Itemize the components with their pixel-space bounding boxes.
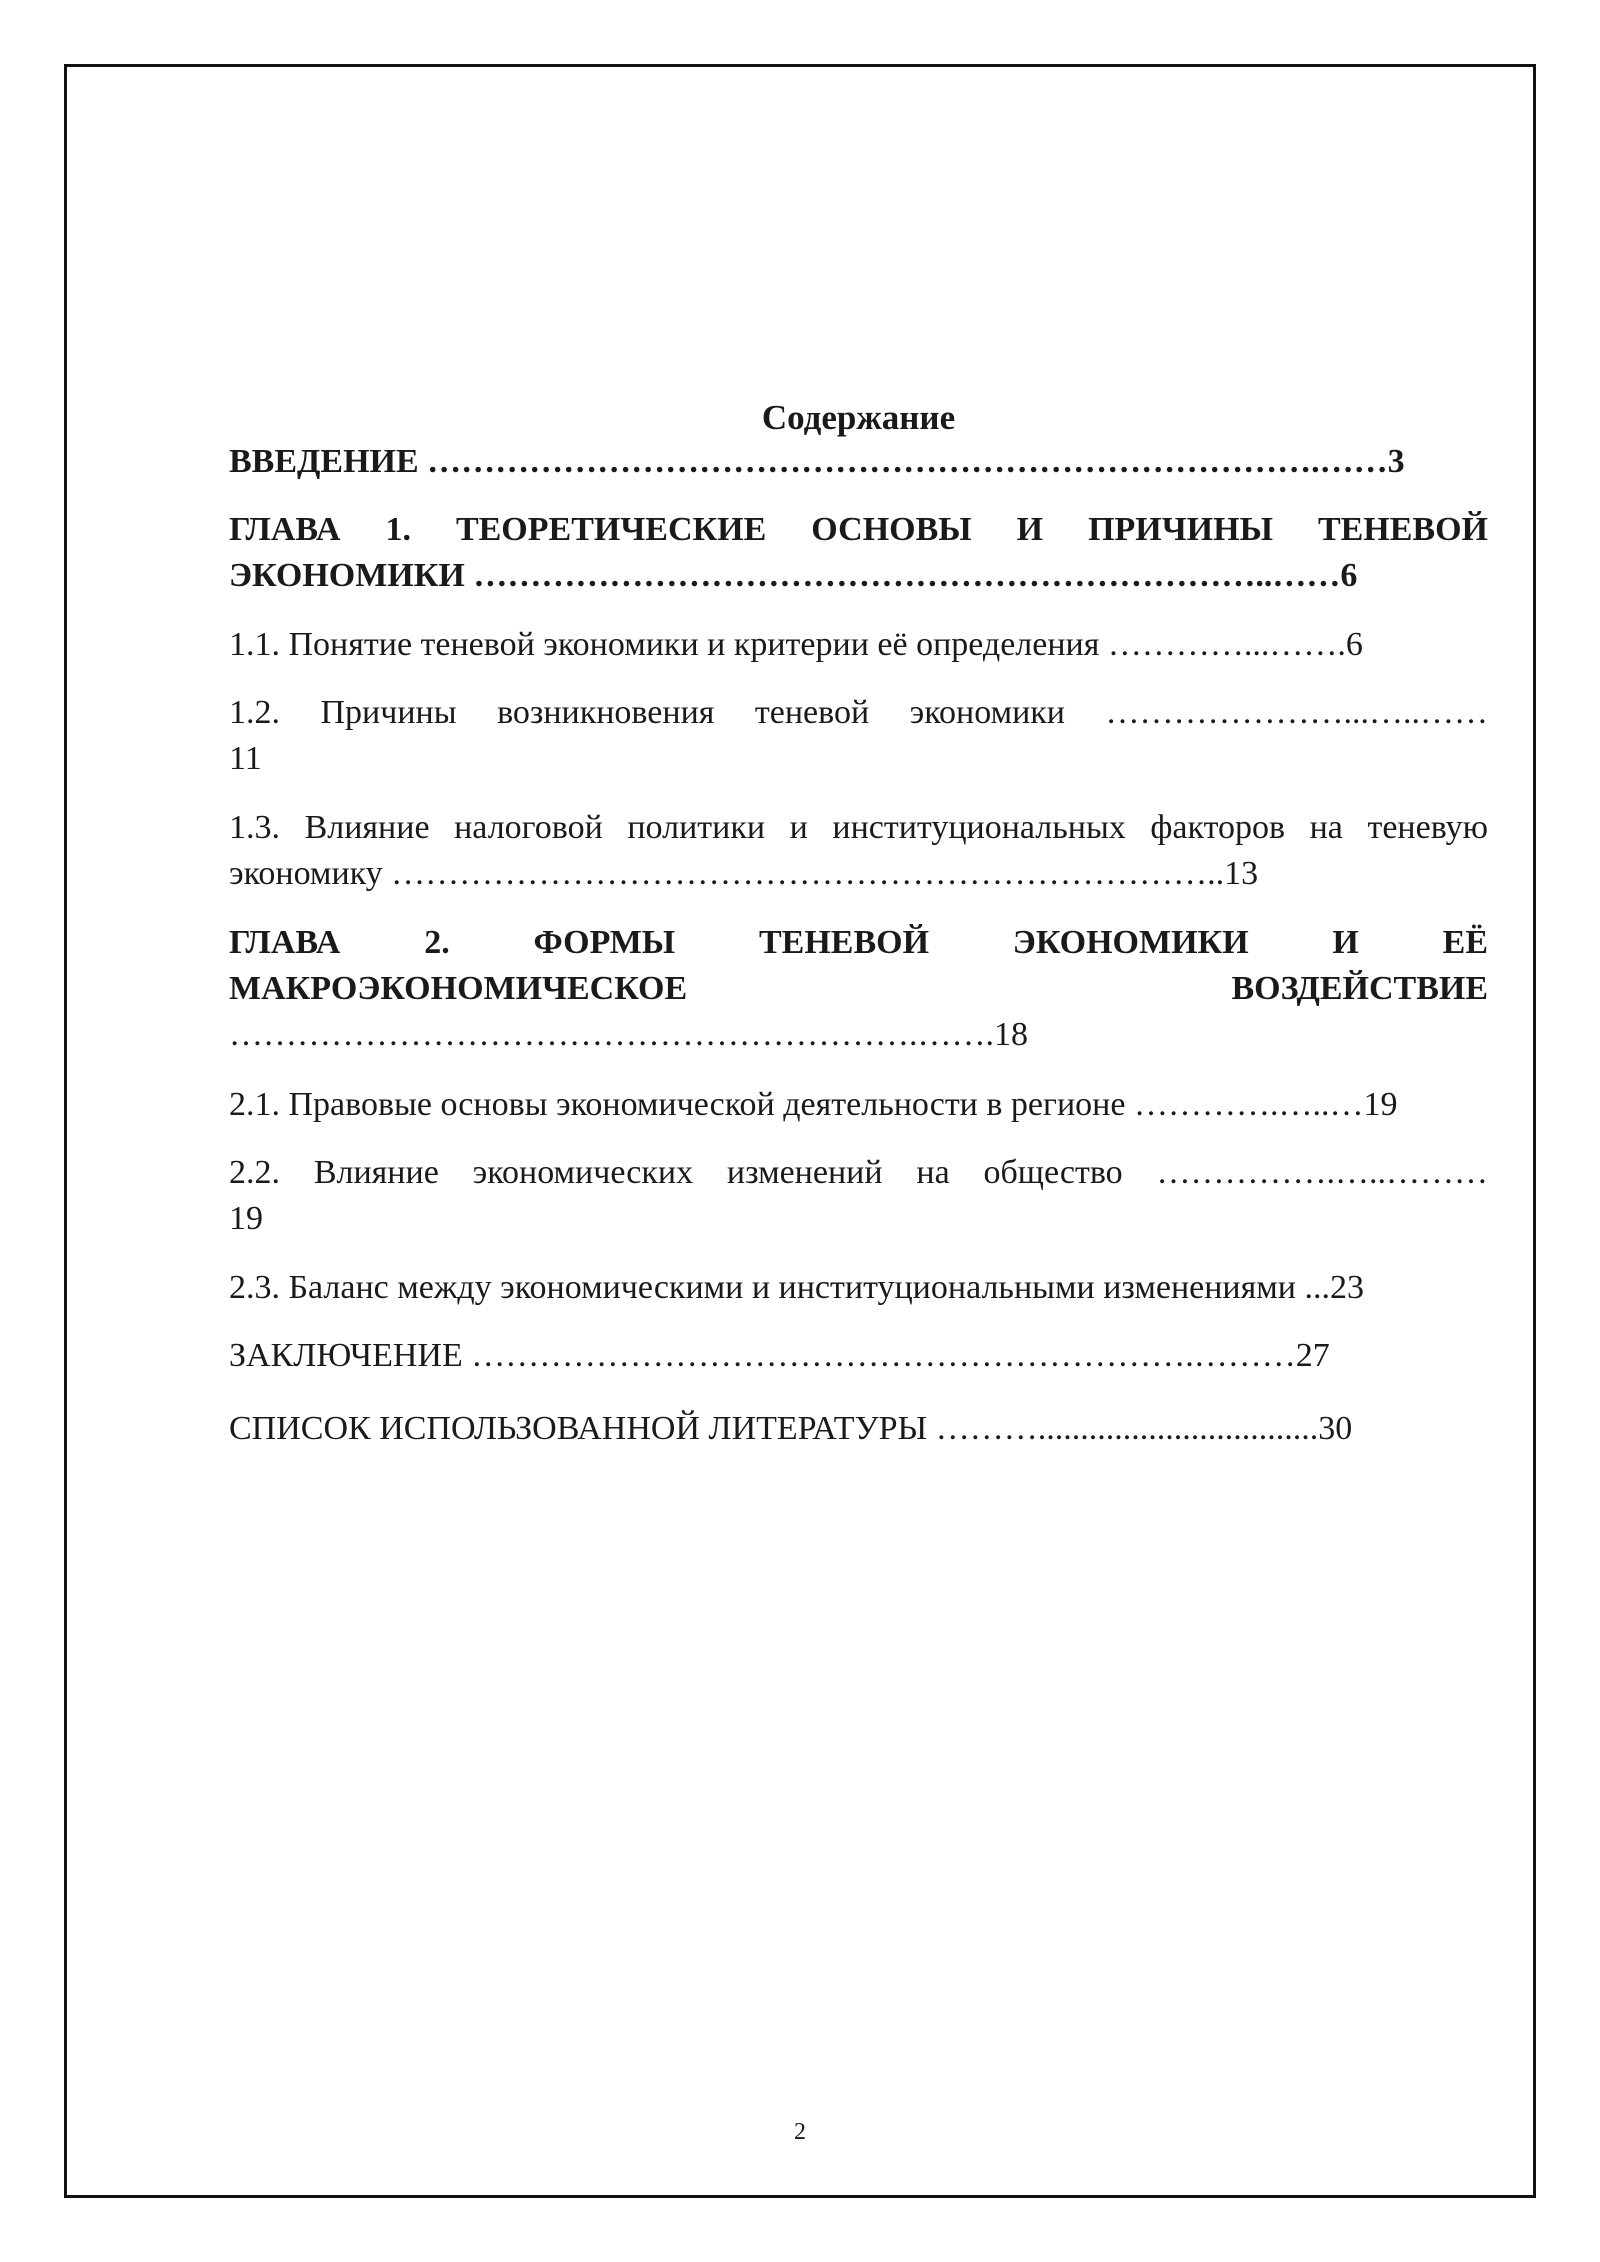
toc-entry-section-2-1[interactable]	[229, 1082, 1488, 1128]
toc-entry-chapter-2[interactable]	[229, 920, 1488, 1058]
toc-entry-chapter-1[interactable]	[229, 507, 1488, 599]
toc-entry-line: ГЛАВА 1. ТЕОРЕТИЧЕСКИЕ ОСНОВЫ И ПРИЧИНЫ ТЕНЕВОЙ	[229, 511, 1488, 548]
toc-entry-bibliography[interactable]	[229, 1406, 1488, 1452]
toc-entry-line: 1.3. Влияние налоговой политики и институциональных факторов на теневую	[229, 809, 1488, 846]
page-border	[64, 64, 1536, 2198]
toc-entry-line: ГЛАВА 2. ФОРМЫ ТЕНЕВОЙ ЭКОНОМИКИ И ЕЁ	[229, 924, 1488, 961]
toc-entry-line: 2.1. Правовые основы экономической деятельности в регионе ………….…..…19	[229, 1086, 1398, 1123]
toc-entry-section-1-1[interactable]	[229, 622, 1488, 668]
toc-entry-line: 1.2. Причины возникновения теневой экономики …………………...…..……	[229, 694, 1488, 731]
toc-entry-introduction[interactable]	[229, 439, 1488, 485]
toc-entry-section-1-3[interactable]	[229, 805, 1488, 897]
toc-entry-line: МАКРОЭКОНОМИЧЕСКОЕ ВОЗДЕЙСТВИЕ	[229, 970, 1488, 1007]
toc-entry-section-1-2[interactable]	[229, 690, 1488, 782]
toc-entry-line: экономику ………………………………………………………………..13	[229, 855, 1259, 892]
toc-entry-line: 11	[229, 740, 262, 777]
toc-entry-line: ВВЕДЕНИЕ …………………………………………………………………….……3	[229, 443, 1405, 480]
toc-entry-line: 19	[229, 1200, 263, 1237]
toc-entry-line: ЭКОНОМИКИ ……………………………………………………………..……6	[229, 557, 1358, 594]
toc-entry-line: 2.2. Влияние экономических изменений на общество …………….…..………	[229, 1154, 1488, 1191]
toc-entry-line: 2.3. Баланс между экономическими и институциональными изменениями ...23	[229, 1269, 1364, 1306]
toc-entry-line: СПИСОК ИСПОЛЬЗОВАННОЙ ЛИТЕРАТУРЫ ……….................................30	[229, 1410, 1353, 1447]
toc-entry-section-2-3[interactable]	[229, 1265, 1488, 1311]
toc-entry-line: 1.1. Понятие теневой экономики и критерии её определения …………...…….6	[229, 626, 1363, 663]
toc-entry-section-2-2[interactable]	[229, 1150, 1488, 1242]
page-number: 2	[794, 2119, 806, 2145]
toc-title: Содержание	[761, 398, 956, 437]
toc-entry-line: ЗАКЛЮЧЕНИЕ ……………………………………………………….………27	[229, 1337, 1330, 1374]
toc-entry-line: …………………………………………………….…….18	[229, 1016, 1028, 1053]
toc-entry-conclusion[interactable]	[229, 1333, 1488, 1379]
